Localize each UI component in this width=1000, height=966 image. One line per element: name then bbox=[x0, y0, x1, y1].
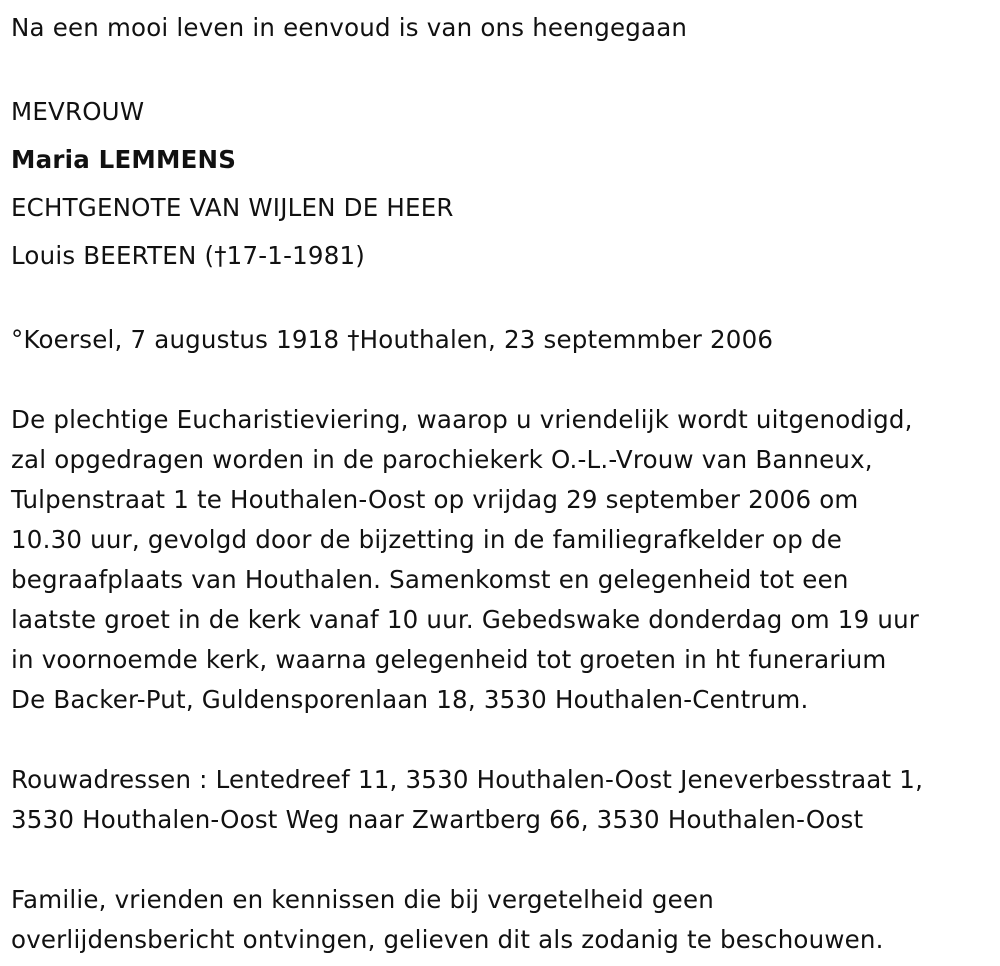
ceremony-line: De plechtige Eucharistieviering, waarop u vriendelijk wordt uitgenodigd, bbox=[11, 405, 913, 434]
deceased-name: Maria LEMMENS bbox=[11, 145, 237, 174]
address-line: Rouwadressen : Lentedreef 11, 3530 Houthalen-Oost Jeneverbesstraat 1, bbox=[11, 765, 924, 794]
closing-paragraph bbox=[11, 880, 1000, 960]
birth-death-text: °Koersel, 7 augustus 1918 †Houthalen, 23 septemmber 2006 bbox=[11, 325, 774, 354]
closing-line: overlijdensbericht ontvingen, gelieven dit als zodanig te beschouwen. bbox=[11, 925, 884, 954]
ceremony-line: begraafplaats van Houthalen. Samenkomst en gelegenheid tot een bbox=[11, 565, 849, 594]
spacer bbox=[11, 360, 1000, 400]
spacer bbox=[11, 280, 1000, 320]
ceremony-line: De Backer-Put, Guldensporenlaan 18, 3530 Houthalen-Centrum. bbox=[11, 685, 809, 714]
closing-line: Familie, vrienden en kennissen die bij vergetelheid geen bbox=[11, 885, 714, 914]
spacer bbox=[11, 840, 1000, 880]
relation-text: ECHTGENOTE VAN WIJLEN DE HEER bbox=[11, 193, 454, 222]
intro-text: Na een mooi leven in eenvoud is van ons heengegaan bbox=[11, 13, 688, 42]
ceremony-paragraph bbox=[11, 400, 1000, 720]
ceremony-line: in voornoemde kerk, waarna gelegenheid tot groeten in ht funerarium bbox=[11, 645, 887, 674]
spacer bbox=[11, 48, 1000, 88]
spouse-text: Louis BEERTEN (†17-1-1981) bbox=[11, 241, 366, 270]
ceremony-line: laatste groet in de kerk vanaf 10 uur. Gebedswake donderdag om 19 uur bbox=[11, 605, 920, 634]
ceremony-line: 10.30 uur, gevolgd door de bijzetting in de familiegrafkelder op de bbox=[11, 525, 843, 554]
ceremony-line: zal opgedragen worden in de parochiekerk O.-L.-Vrouw van Banneux, bbox=[11, 445, 873, 474]
title-prefix: MEVROUW bbox=[11, 97, 145, 126]
address-paragraph bbox=[11, 760, 1000, 840]
address-line: 3530 Houthalen-Oost Weg naar Zwartberg 66, 3530 Houthalen-Oost bbox=[11, 805, 864, 834]
ceremony-line: Tulpenstraat 1 te Houthalen-Oost op vrijdag 29 september 2006 om bbox=[11, 485, 859, 514]
spacer bbox=[11, 720, 1000, 760]
